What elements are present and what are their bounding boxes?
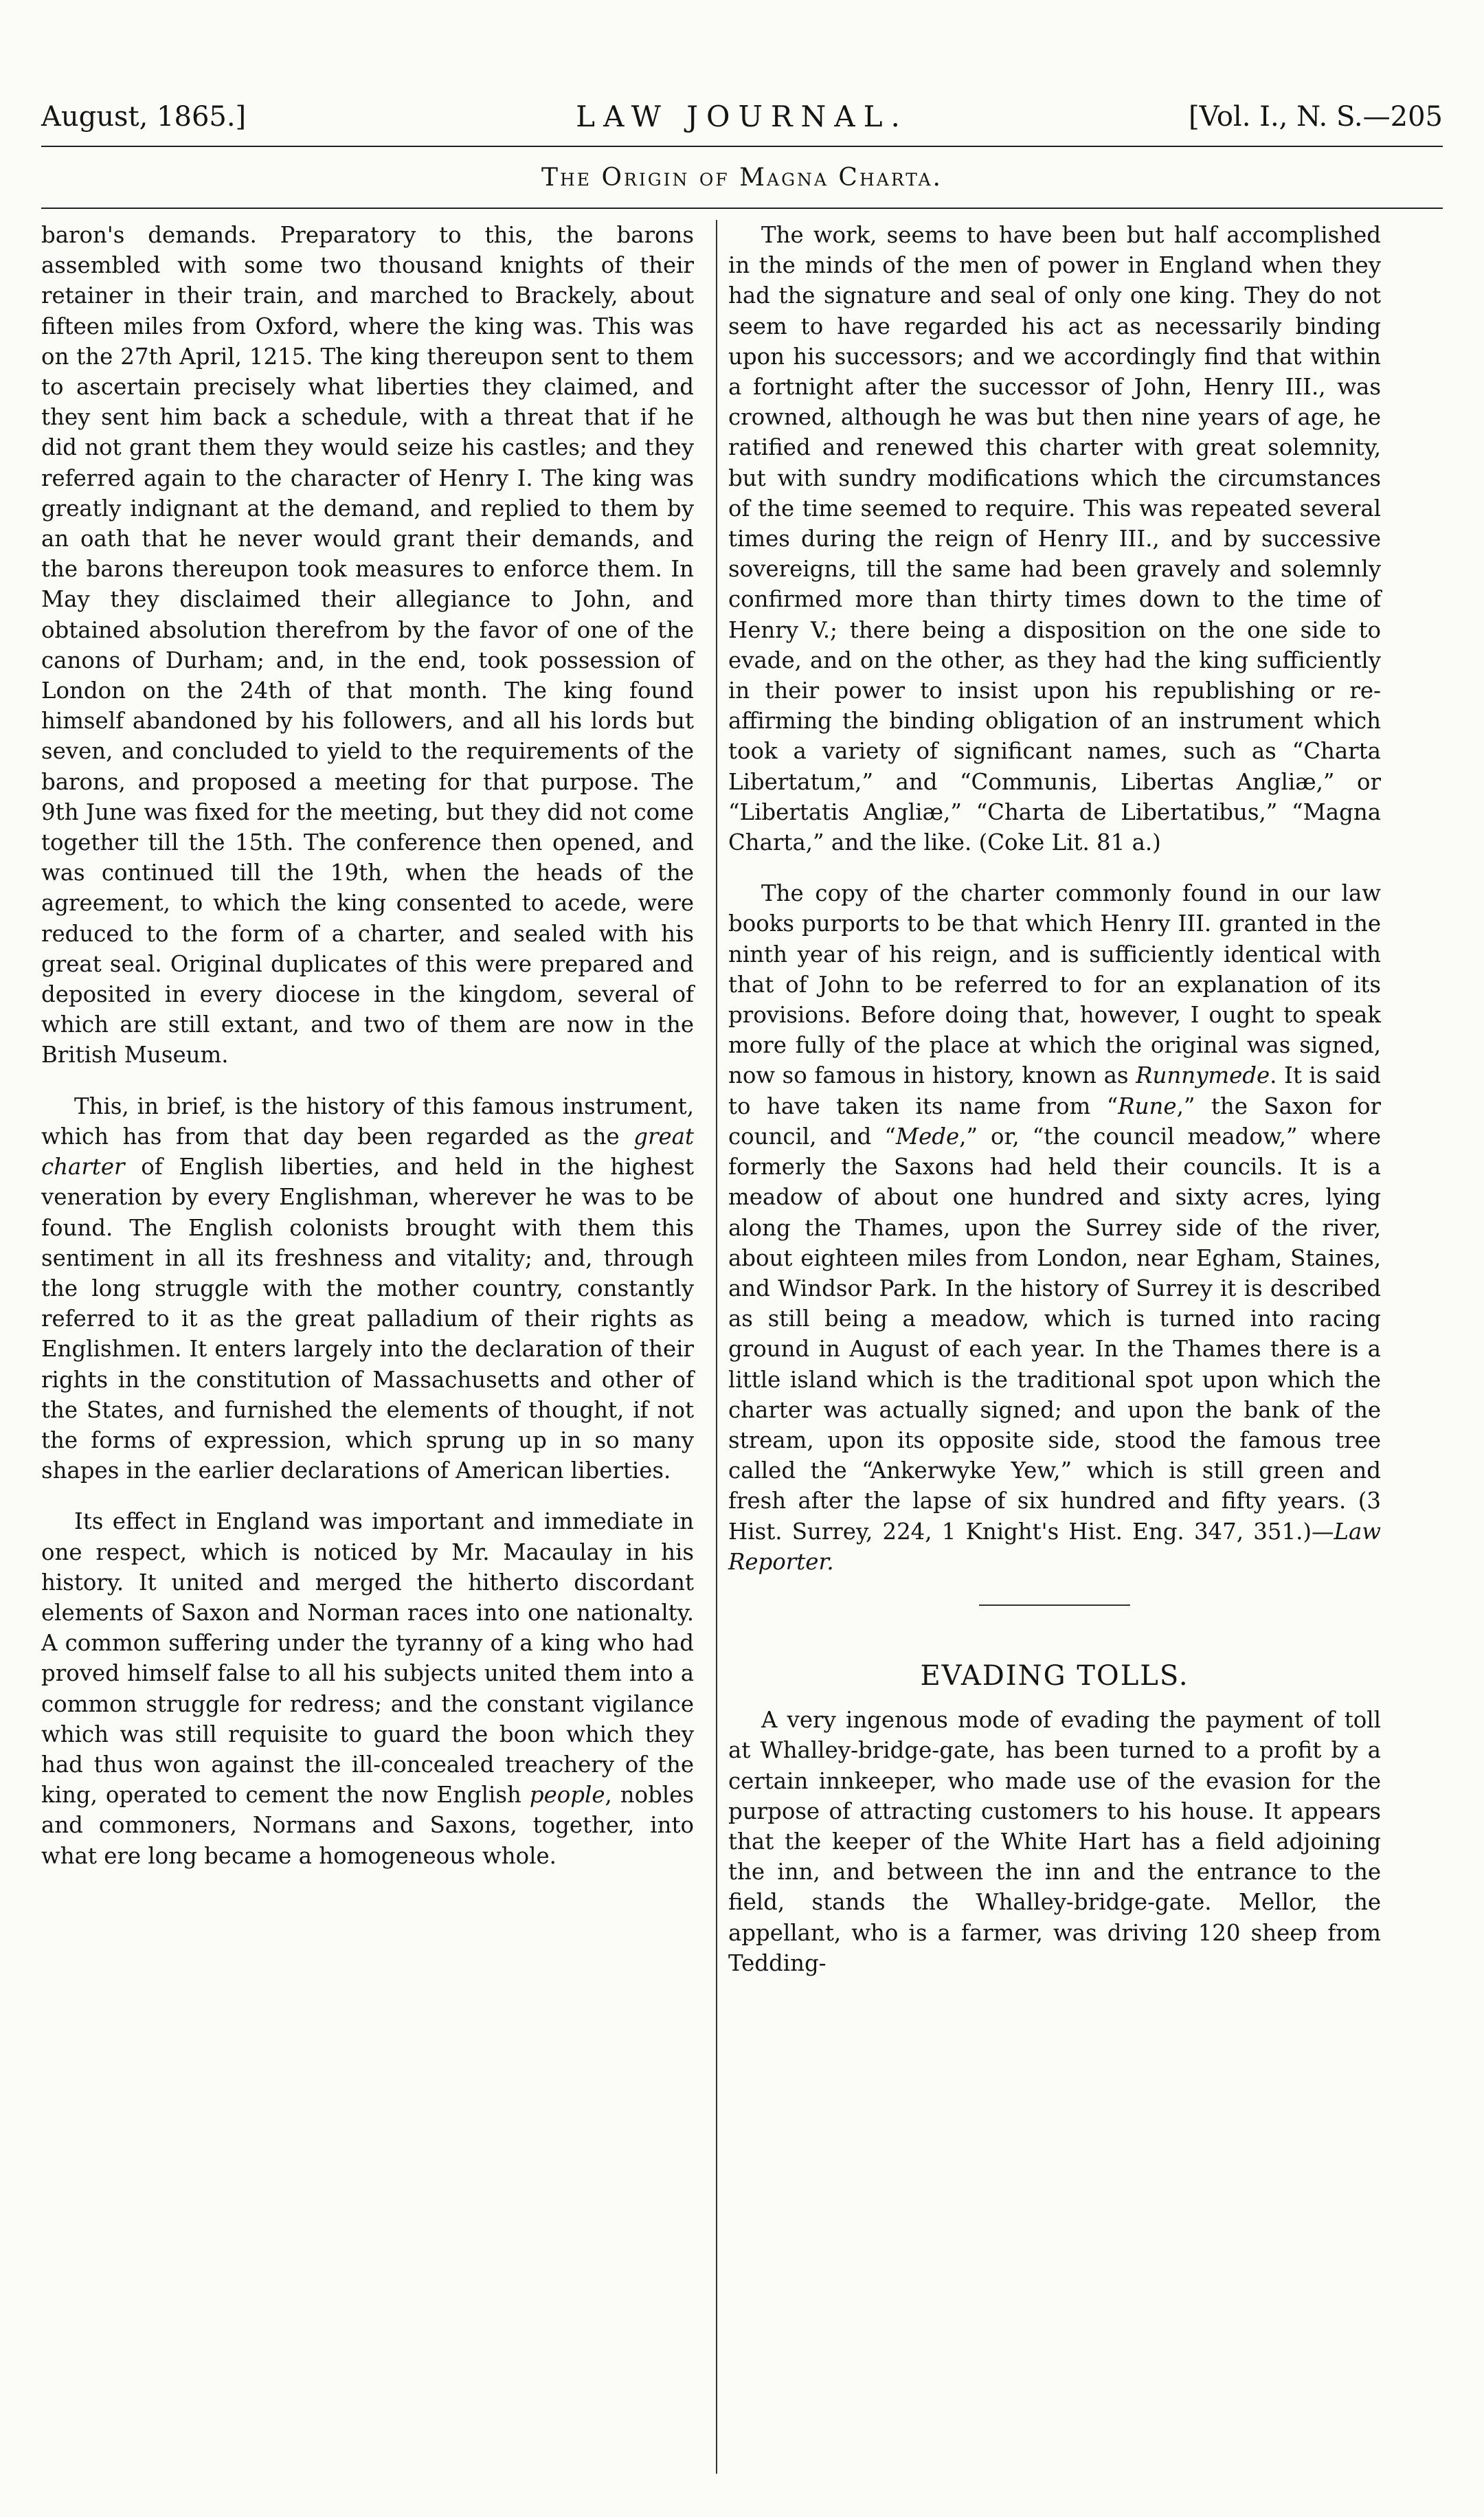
column-divider bbox=[716, 220, 717, 2474]
article-end-rule bbox=[979, 1604, 1130, 1606]
header-rule bbox=[41, 146, 1443, 147]
article-title: EVADING TOLLS. bbox=[920, 1659, 1189, 1692]
paragraph: The work, seems to have been but half accomplished in the minds of the men of power in England when they had the signature and seal of only one king. They do not seem to have regarded his act as necessarily binding upon his successors; and we accordingly find that within a fortnight after the successor of John, Henry III., was crowned, although he was but then nine years of age, he ratified and renewed this charter with great solemnity, but with sundry modifications which the circumstances of the time seemed to require. This was repeated several times during the reign of Henry III., and by successive sovereigns, till the same had been gravely and solemnly confirmed more than thirty times down to the time of Henry V.; there being a disposition on the one side to evade, and on the other, as they had the king sufficiently in their power to insist upon his republishing or re-affirming the binding obligation of an instrument which took a variety of significant names, such as “Charta Libertatum,” and “Communis, Libertas Angliæ,” or “Libertatis Angliæ,” “Charta de Libertatibus,” “Magna Charta,” and the like. (Coke Lit. 81 a.) bbox=[728, 222, 1381, 856]
paragraph: baron's demands. Preparatory to this, the barons assembled with some two thousand knights of their retainer in their train, and marched to Brackely, about fifteen miles from Oxford, where the king was. This was on the 27th April, 1215. The king thereupon sent to them to ascertain precisely what liberties they claimed, and they sent him back a schedule, with a threat that if he did not grant them they would seize his castles; and they referred again to the character of Henry I. The king was greatly indignant at the demand, and replied to them by an oath that he never would grant their demands, and the barons thereupon took measures to enforce them. In May they disclaimed their allegiance to John, and obtained absolution therefrom by the favor of one of the canons of Durham; and, in the end, took possession of London on the 24th of that month. The king found himself abandoned by his followers, and all his lords but seven, and concluded to yield to the requirements of the barons, and proposed a meeting for that purpose. The 9th June was fixed for the meeting, but they did not come together till the 15th. The conference then opened, and was continued till the 19th, when the heads of the agreement, to which the king consented to acede, were reduced to the form of a charter, and sealed with his great seal. Original duplicates of this were prepared and deposited in every diocese in the kingdom, several of which are still extant, and two of them are now in the British Museum. bbox=[41, 222, 694, 1069]
running-head bbox=[41, 96, 1443, 137]
journal-title: LAW JOURNAL. bbox=[576, 100, 908, 133]
paragraph: The copy of the charter commonly found in our law books purports to be that which Henry III. granted in the ninth year of his reign, and is sufficiently identical with that of John to be referred to for an explanation of its provisions. Before doing that, however, I ought to speak more fully of the place at which the original was signed, now so famous in history, known as Runnymede. It is said to have taken its name from “Rune,” the Saxon for council, and “Mede,” or, “the council meadow,” where formerly the Saxons had held their councils. It is a meadow of about one hundred and sixty acres, lying along the Thames, upon the Surrey side of the river, about eighteen miles from London, near Egham, Staines, and Windsor Park. In the history of Surrey it is described as still being a meadow, which is turned into racing ground in August of each year. In the Thames there is a little island which is the traditional spot upon which the charter was actually signed; and upon the bank of the stream, upon its opposite side, stood the famous tree called the “Ankerwyke Yew,” which is still green and fresh after the lapse of six hundred and fifty years. (3 Hist. Surrey, 224, 1 Knight's Hist. Eng. 347, 351.)—Law Reporter. bbox=[728, 880, 1381, 1575]
journal-page bbox=[41, 0, 1443, 2517]
paragraph: Its effect in England was important and immediate in one respect, which is noticed by Mr. Macaulay in his history. It united and merged the hitherto discordant elements of Saxon and Norman races into one nationalty. A common suffering under the tyranny of a king who had proved himself false to all his subjects united them into a common struggle for redress; and the constant vigilance which was still requisite to guard the boon which they had thus won against the ill-concealed treachery of the king, operated to cement the now English people, nobles and commoners, Normans and Saxons, together, into what ere long became a homogeneous whole. bbox=[41, 1508, 694, 1869]
issue-date: August, 1865.] bbox=[41, 101, 247, 133]
right-column bbox=[728, 220, 1381, 1999]
paragraph: A very ingenous mode of evading the payment of toll at Whalley-bridge-gate, has been turned to a profit by a certain innkeeper, who made use of the evasion for the purpose of attracting customers to his house. It appears that the keeper of the White Hart has a field adjoining the inn, and between the inn and the entrance to the field, stands the Whalley-bridge-gate. Mellor, the appellant, who is a farmer, was driving 120 sheep from Tedding- bbox=[728, 1707, 1381, 1976]
paragraph: This, in brief, is the history of this famous instrument, which has from that day been regarded as the great charter of English liberties, and held in the highest veneration by every Englishman, wherever he was to be found. The English colonists brought with them this sentiment in all its freshness and vitality; and, through the long struggle with the mother country, constantly referred to it as the great palladium of their rights as Englishmen. It enters largely into the declaration of their rights in the constitution of Massachusetts and other of the States, and furnished the elements of thought, if not the forms of expression, which sprung up in so many shapes in the earlier declarations of American liberties. bbox=[41, 1093, 694, 1484]
left-column bbox=[41, 220, 694, 1892]
section-title: The Origin of Magna Charta. bbox=[541, 164, 943, 192]
volume-page-number: [Vol. I., N. S.—205 bbox=[1189, 101, 1443, 133]
section-rule bbox=[41, 208, 1443, 209]
source-citation: Law Reporter. bbox=[728, 1518, 1381, 1575]
